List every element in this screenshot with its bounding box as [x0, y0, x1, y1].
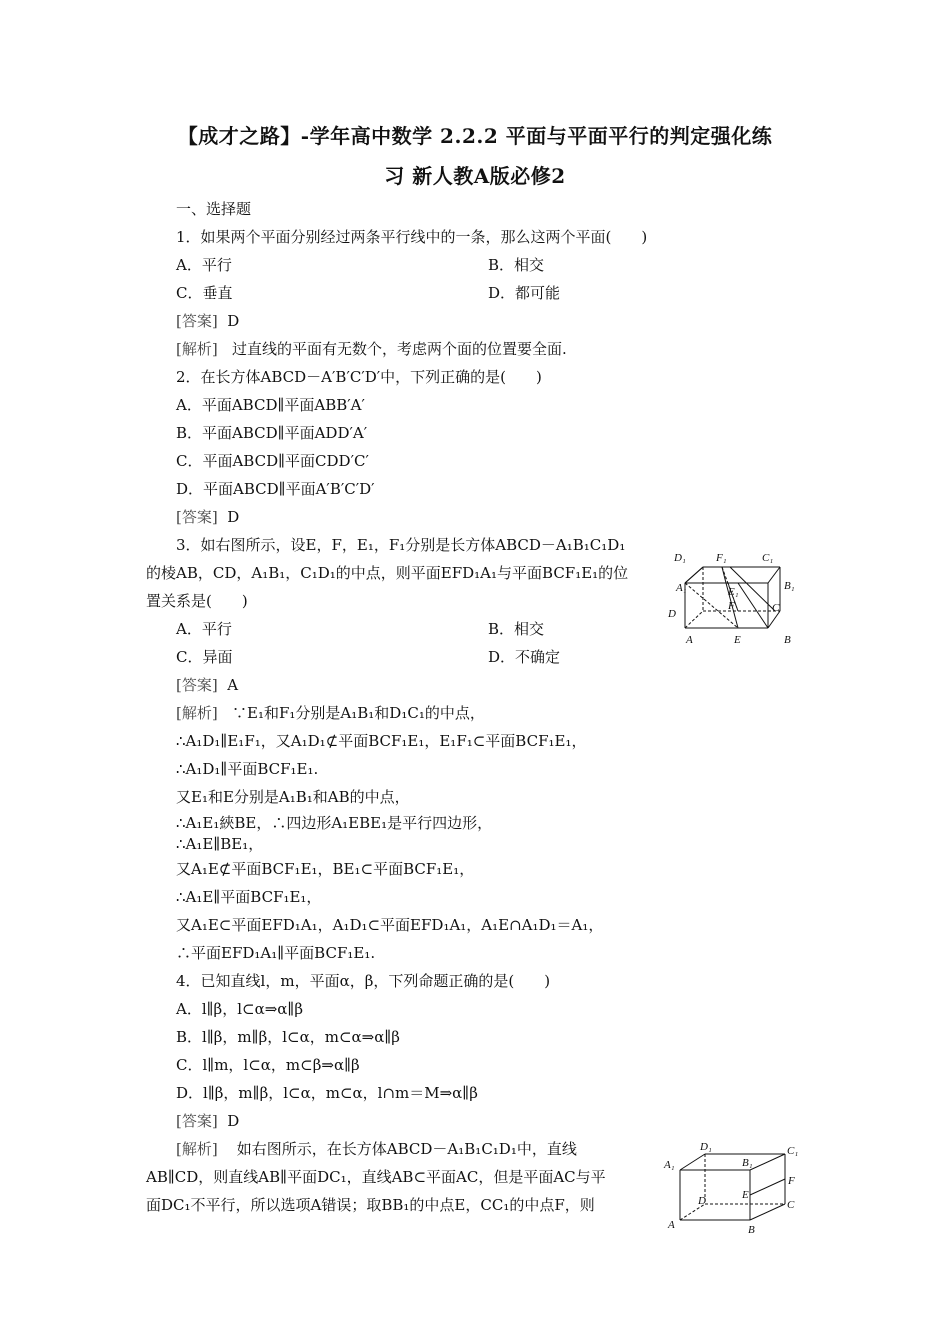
answer-tag: [答案] — [176, 312, 218, 330]
label-E: E — [734, 634, 741, 646]
label-A: A — [668, 1219, 675, 1231]
answer-value: A — [227, 676, 239, 694]
q3-stem-line-2: 的棱AB，CD，A₁B₁，C₁D₁的中点，则平面EFD₁A₁与平面BCF₁E₁的位 — [146, 564, 629, 582]
q4-analysis-line-2: AB∥CD，则直线AB∥平面DC₁，直线AB⊂平面AC，但是平面AC与平 — [146, 1168, 606, 1186]
q3-analysis-line-4: 又E₁和E分别是A₁B₁和AB的中点， — [176, 788, 410, 806]
q2-option-c: C．平面ABCD∥平面CDD′C′ — [176, 452, 369, 470]
answer-value: D — [227, 312, 240, 330]
label-D1: D₁ — [674, 552, 686, 564]
q3-analysis-line-8: ∴A₁E∥平面BCF₁E₁， — [176, 888, 322, 906]
analysis-text: 如右图所示，在长方体ABCD－A₁B₁C₁D₁中，直线 — [236, 1140, 577, 1158]
document-title-line-1: 【成才之路】-学年高中数学 2.2.2 平面与平面平行的判定强化练 — [177, 124, 773, 148]
q1-option-c: C．垂直 — [176, 284, 233, 302]
q3-cuboid-figure — [660, 545, 800, 650]
answer-tag: [答案] — [176, 508, 218, 526]
label-B: B — [748, 1224, 755, 1235]
answer-tag: [答案] — [176, 1112, 218, 1130]
q3-analysis-line-6: ∴A₁E∥BE₁， — [176, 835, 264, 853]
label-D1: D₁ — [700, 1141, 712, 1153]
q4-option-d: D．l∥β，m∥β，l⊂α，m⊂α，l∩m＝M⇒α∥β — [176, 1084, 478, 1102]
q3-analysis-line-7: 又A₁E⊄平面BCF₁E₁，BE₁⊂平面BCF₁E₁， — [176, 860, 475, 878]
analysis-tag: [解析] — [176, 340, 218, 358]
q3-analysis-line-5: ∴A₁E₁綊BE，∴四边形A₁EBE₁是平行四边形， — [176, 814, 493, 832]
label-D: D — [698, 1195, 706, 1207]
q2-option-a: A．平面ABCD∥平面ABB′A′ — [176, 396, 365, 414]
answer-value: D — [227, 508, 240, 526]
q4-answer — [176, 1111, 239, 1131]
q3-analysis-line-9: 又A₁E⊂平面EFD₁A₁，A₁D₁⊂平面EFD₁A₁，A₁E∩A₁D₁＝A₁， — [176, 916, 604, 934]
q4-cuboid-figure — [660, 1140, 810, 1235]
label-A: A — [686, 634, 693, 646]
label-B: B — [784, 634, 791, 646]
analysis-tag: [解析] — [176, 704, 218, 722]
q2-option-d: D．平面ABCD∥平面A′B′C′D′ — [176, 480, 375, 498]
label-C1: C₁ — [787, 1145, 799, 1157]
q3-option-c: C．异面 — [176, 648, 233, 666]
q1-option-d: D．都可能 — [488, 284, 561, 302]
label-F: F — [728, 600, 735, 612]
q2-answer — [176, 507, 239, 527]
label-E1: E₁ — [728, 586, 739, 598]
q3-option-b: B．相交 — [488, 620, 545, 638]
label-C: C — [787, 1199, 795, 1211]
q2-stem: 2．在长方体ABCD－A′B′C′D′中，下列正确的是( ) — [176, 368, 542, 386]
label-A1: A₁ — [664, 1159, 675, 1171]
label-A1: A₁ — [676, 582, 687, 594]
label-C: C — [772, 602, 780, 614]
q4-option-a: A．l∥β，l⊂α⇒α∥β — [176, 1000, 304, 1018]
q4-option-c: C．l∥m，l⊂α，m⊂β⇒α∥β — [176, 1056, 360, 1074]
q3-option-d: D．不确定 — [488, 648, 561, 666]
label-E: E — [742, 1189, 749, 1201]
q4-stem: 4．已知直线l，m，平面α，β，下列命题正确的是( ) — [176, 972, 551, 990]
q3-stem-line-3: 置关系是( ) — [146, 592, 248, 610]
label-B1: B₁ — [742, 1157, 753, 1169]
analysis-tag: [解析] — [176, 1140, 218, 1158]
q3-analysis-line-2: ∴A₁D₁∥E₁F₁，又A₁D₁⊄平面BCF₁E₁，E₁F₁⊂平面BCF₁E₁， — [176, 732, 587, 750]
q1-option-b: B．相交 — [488, 256, 545, 274]
label-F1: F₁ — [716, 552, 727, 564]
q4-analysis-line-1 — [176, 1139, 577, 1159]
analysis-text: ∵E₁和F₁分别是A₁B₁和D₁C₁的中点， — [232, 704, 485, 722]
q4-analysis-line-3: 面DC₁不平行，所以选项A错误；取BB₁的中点E，CC₁的中点F，则 — [146, 1196, 595, 1214]
q3-analysis-line-3: ∴A₁D₁∥平面BCF₁E₁. — [176, 760, 319, 778]
q1-answer — [176, 311, 239, 331]
q2-option-b: B．平面ABCD∥平面ADD′A′ — [176, 424, 368, 442]
label-F: F — [788, 1175, 795, 1187]
q1-option-a: A．平行 — [176, 256, 232, 274]
answer-value: D — [227, 1112, 240, 1130]
q4-option-b: B．l∥β，m∥β，l⊂α，m⊂α⇒α∥β — [176, 1028, 400, 1046]
q3-analysis-line-1 — [176, 703, 485, 723]
document-title-line-2: 习 新人教A版必修2 — [384, 164, 566, 188]
q1-analysis — [176, 339, 567, 359]
q1-stem: 1．如果两个平面分别经过两条平行线中的一条，那么这两个平面( ) — [176, 228, 648, 246]
q3-stem-line-1: 3．如右图所示，设E，F，E₁，F₁分别是长方体ABCD－A₁B₁C₁D₁ — [176, 536, 626, 554]
analysis-text: 过直线的平面有无数个，考虑两个面的位置要全面. — [232, 340, 567, 358]
label-B1: B₁ — [784, 580, 795, 592]
q3-option-a: A．平行 — [176, 620, 232, 638]
answer-tag: [答案] — [176, 676, 218, 694]
label-C1: C₁ — [762, 552, 774, 564]
q3-answer — [176, 675, 238, 695]
q3-analysis-line-10: ∴平面EFD₁A₁∥平面BCF₁E₁. — [176, 944, 376, 962]
section-heading: 一、选择题 — [176, 200, 252, 218]
label-D: D — [668, 608, 676, 620]
